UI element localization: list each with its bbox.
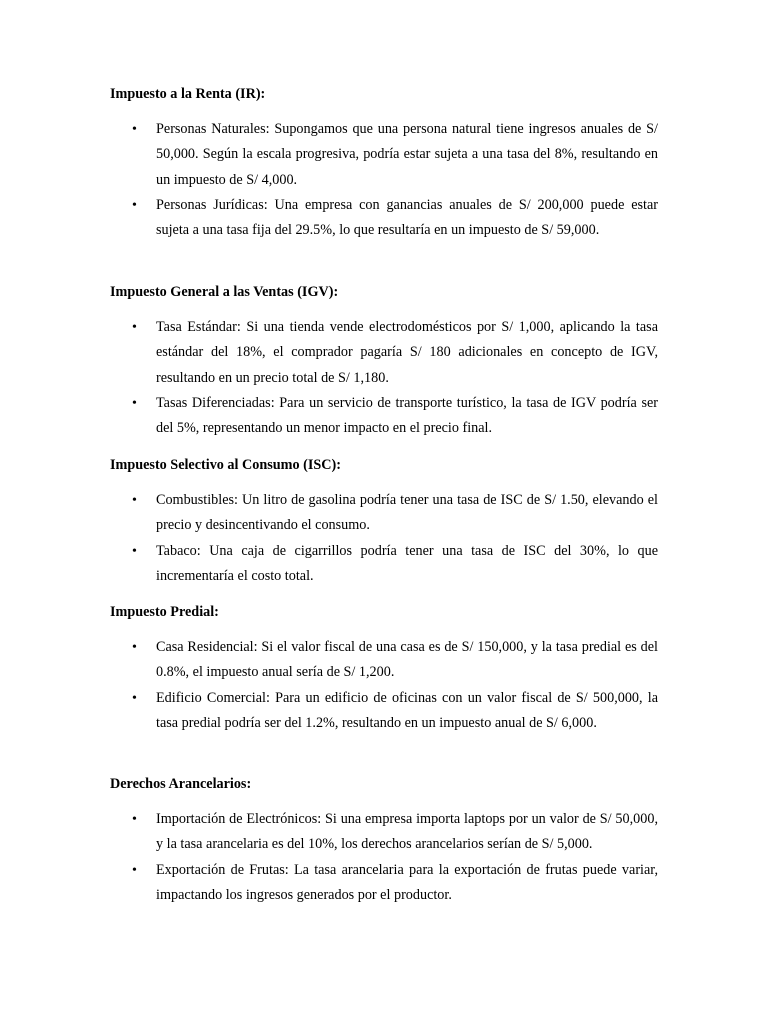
bullet-icon: • — [132, 122, 137, 137]
bullet-icon: • — [132, 862, 137, 878]
list-item-text: Tasas Diferenciadas: Para un servicio de transporte turístico, la tasa de IGV podría ser del 5%, representando un menor impacto en el precio final. — [156, 394, 658, 437]
bullet-list — [110, 807, 658, 908]
section-isc — [110, 453, 658, 589]
list-item-text: Personas Naturales: Supongamos que una persona natural tiene ingresos anuales de S/ 50,000. Según la escala progresiva, podría estar sujeta a una tasa del 8%, resultando en un impuesto de S/ 4,000. — [156, 121, 658, 188]
bullet-list — [110, 315, 658, 441]
list-item-text: Edificio Comercial: Para un edificio de oficinas con un valor fiscal de S/ 500,000, la tasa predial podría ser del 1.2%, resultando en un impuesto anual de S/ 6,000. — [156, 689, 658, 731]
list-item-text: Combustibles: Un litro de gasolina podría tener una tasa de ISC de S/ 1.50, elevando el precio y desincentivando el consumo. — [156, 492, 658, 534]
bullet-icon: • — [132, 493, 137, 508]
section-heading: Impuesto Predial: — [110, 604, 219, 620]
list-item-text: Exportación de Frutas: La tasa arancelaria para la exportación de frutas puede variar, impactando los ingresos generados por el productor. — [156, 861, 658, 903]
list-item — [110, 117, 658, 193]
list-item — [110, 686, 658, 737]
bullet-list — [110, 635, 658, 736]
list-item — [110, 488, 658, 539]
list-item — [110, 539, 658, 590]
section-heading: Impuesto a la Renta (IR): — [110, 86, 266, 102]
section-impuesto-predial — [110, 600, 658, 736]
list-item — [110, 391, 658, 442]
bullet-icon: • — [132, 543, 137, 559]
list-item — [110, 858, 658, 909]
section-heading: Impuesto Selectivo al Consumo (ISC): — [110, 457, 341, 473]
list-item-text: Tabaco: Una caja de cigarrillos podría tener una tasa de ISC del 30%, lo que incrementaría el costo total. — [156, 542, 658, 584]
list-item — [110, 193, 658, 244]
section-igv — [110, 280, 658, 441]
list-item-text: Importación de Electrónicos: Si una empresa importa laptops por un valor de S/ 50,000, y la tasa arancelaria es del 10%, los derechos arancelarios serían de S/ 5,000. — [156, 811, 658, 853]
list-item — [110, 315, 658, 391]
list-item-text: Personas Jurídicas: Una empresa con ganancias anuales de S/ 200,000 puede estar sujeta a una tasa fija del 29.5%, lo que resultaría en un impuesto de S/ 59,000. — [156, 196, 658, 239]
bullet-list — [110, 488, 658, 589]
section-heading: Impuesto General a las Ventas (IGV): — [110, 284, 339, 300]
bullet-icon: • — [132, 395, 137, 411]
list-item-text: Tasa Estándar: Si una tienda vende electrodomésticos por S/ 1,000, aplicando la tasa estándar del 18%, el comprador pagaría S/ 180 adicionales en concepto de IGV, resultando en un precio total de S/ 1,180. — [156, 319, 658, 386]
bullet-icon: • — [132, 197, 137, 213]
section-derechos-arancelarios — [110, 772, 658, 908]
bullet-list — [110, 117, 658, 243]
list-item-text: Casa Residencial: Si el valor fiscal de una casa es de S/ 150,000, y la tasa predial es del 0.8%, el impuesto anual sería de S/ 1,200. — [156, 639, 658, 681]
section-impuesto-renta — [110, 82, 658, 243]
list-item — [110, 635, 658, 686]
list-item — [110, 807, 658, 858]
section-heading: Derechos Arancelarios: — [110, 776, 252, 792]
bullet-icon: • — [132, 812, 137, 827]
bullet-icon: • — [132, 690, 137, 706]
bullet-icon: • — [132, 640, 137, 655]
bullet-icon: • — [132, 320, 137, 335]
